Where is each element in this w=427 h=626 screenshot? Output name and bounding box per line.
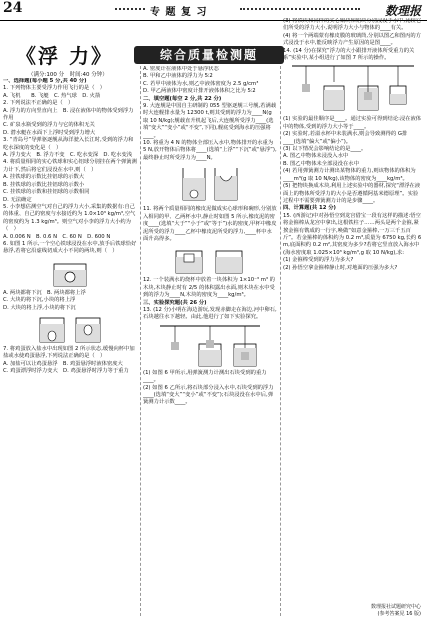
question-text: A. 0.006 N B. 0.6 N C. 60 N D. 600 N <box>3 233 111 240</box>
question-text: A. 加盐可以让鸡蛋悬浮 B. 鸡蛋悬浮时液体密度大 <box>3 360 123 367</box>
question-text: C. 若甲中液体为水,则乙中液体密度为 2.5 g/cm³ <box>143 80 259 87</box>
banner-text: 综合质量检测题 <box>159 48 258 62</box>
page-title: 《浮 力》 <box>16 44 113 68</box>
question-text: D. 无法确定 <box>3 196 32 203</box>
question-text: (4) 将一个两端蒙有橡皮膜的玻璃筒,分别以图乙和图丙的方式浸没于水中,能反映浮力产生原因的是图____。 <box>283 32 421 47</box>
question-text: 5. 小李想估测空气对自己的浮力大小,采集的数据有:自己的体重、自己的密度与水接近约为 1.0×10³ kg/m³,空气的密度约为 1.3 kg/m³。则空气对小李的浮力大小约为（ ） <box>3 203 136 233</box>
question-text: C. 大块的将下沉,小块的将上浮 <box>3 297 76 304</box>
title-banner <box>134 46 284 64</box>
question-text: 14. (14 分)在探究“浮力的大小跟排开液体所受重力的关系”实验中,某小组进行了如图 7 所示的操作。 <box>283 47 415 62</box>
footer-note <box>371 604 421 618</box>
question-text: A. 密度计在液体中处于悬浮状态 <box>143 66 219 72</box>
figure-1 <box>50 258 90 288</box>
figure-7 <box>288 64 418 114</box>
question-text: (4) 若用弹簧测力计测出某物体的重力,则该物体的体积为____m³(g 取 10 N/kg),该物体的密度为____kg/m³。 <box>283 168 416 182</box>
exam-meta: （满分:100 分 时间:40 分钟） <box>28 72 108 78</box>
question-text: (2) 实验时,若溢水杯中未装满水,则会导致测得的 G排____(选填“偏大”或“偏小”)。 <box>283 131 408 145</box>
question-text: A. 两块都将下沉 B. 两块都将上浮 <box>3 289 86 296</box>
question-text: D. 大块的将上浮,小块的将下沉 <box>3 304 76 311</box>
question-text: C. 挂铁球的示数和挂铝球的示数相同 <box>3 189 90 196</box>
figure-5 <box>175 164 245 204</box>
question-text: 4. 将质量相同的实心铁球和实心铝球分别挂在两个弹簧测力计下,然后将它们浸没在水中,则（ ） <box>3 159 137 173</box>
question-text: A. 浮力的方向竖直向上 B. 浸在液体中的物体受到浮力作用 <box>3 107 134 122</box>
question-text: (1) 如图 6 甲所示,用弹簧测力计测出石块受到的重力____。 <box>143 369 267 384</box>
question-text: B. 甲和乙中液体的浮力为 5∶2 <box>143 73 213 80</box>
question-text: C. 矿泉水瓶受到的浮力与它的体积无关 <box>3 122 95 129</box>
header-dots-left <box>115 8 145 10</box>
section-heading: 一、选择题(每小题 5 分,共 40 分) <box>3 78 87 84</box>
question-text: A. 挂铁球的示数比挂铝球的示数大 <box>3 174 85 181</box>
question-text: 2. 下列说法不正确的是（ ） <box>3 100 74 107</box>
figure-beakers <box>170 245 250 275</box>
section-heading: 三、实验探究题(共 26 分) <box>143 299 207 306</box>
page-number: 24 <box>3 0 23 16</box>
section-heading: 四、计算题(共 12 分) <box>283 205 336 212</box>
question-text: (5) 把物块换成木块,利用上述实验中的器材,探究“漂浮在液面上的物体所受浮力的大小是否遵循阿基米德原理”。实验过程中不需要弹簧测力计的是步骤____。 <box>283 183 421 204</box>
question-text: (2) 孙悟空拿金箍棒静止时,对地面的压强为多大? <box>283 264 398 271</box>
question-text: D. 潜水艇在水面下上浮时受到浮力增大 <box>3 129 96 136</box>
question-text: 13. (12 分)小明在海边游玩,发现赤脚走在海边,河中卵石,石块越往水下越轻。由此,他进行了如下实验探究。 <box>143 306 277 321</box>
question-text: D. 甲乙两液体中密度计排开液体体积之比为 5∶2 <box>143 88 256 95</box>
figure-6 <box>155 324 265 368</box>
column-3 <box>283 18 423 618</box>
footer-line: (参考答案见 16 版) <box>377 611 421 617</box>
question-text: (2) 如图 6 乙所示,将石块部分浸入水中,石块受到的浮力____(选填“变大”“变小”或“不变”);石块浸没在水中后,弹簧测力计示数____。 <box>143 384 274 406</box>
question-text: 11. 将两个质量相同的橡皮泥做成实心球形和碗形,分别放入相同的甲、乙两杯水中,静止时如图 5 所示,橡皮泥的密度____(选填“大于”“小于”或“等于”)水的密度,甲杯中橡皮泥所受的浮力____乙杯中橡皮泥所受的浮力,____杯中水面升高得多。 <box>143 206 277 242</box>
question-text: 10. 将重为 4 N 的物体全部压入水中,物体排开的水重为 5 N,放开物体后物体将____(选填“上浮”“下沉”或“悬浮”),最终静止时所受浮力为____N。 <box>143 140 277 161</box>
question-text: C. 鸡蛋漂浮时浮力变大 D. 鸡蛋悬浮时浮力等于重力 <box>3 368 129 375</box>
question-text: (1) 实验的最佳顺序是____。通过实验可得到结论:浸在液体中的物体,受到的浮力大小等于____。 <box>283 116 422 130</box>
question-text: (3) 将铁块和同样的实心铜块和铝块分别浸没于水中,比较它们所受的浮力大小,说明浮力大小与物体的____有关。 <box>283 18 421 32</box>
section-heading: 二、填空题(每空 2 分,共 22 分) <box>143 95 222 102</box>
question-text: A. 图乙中物体未浸没入水中 <box>283 153 349 160</box>
question-text: A. 飞机 B. 飞艇 C. 热气球 D. 火箭 <box>3 92 101 99</box>
question-text: 6. 如图 1 所示,一个空心铁球浸没在水中,放手后铁球恰好悬浮,若将它沿虚线切成大小不同的两块,则（ ） <box>3 240 137 255</box>
question-text: 7. 将鸡蛋放入盐水中出现如图 2 所示状态,缓慢向杯中加盐或水使鸡蛋悬浮,下列说法正确的是（ ） <box>3 345 135 360</box>
title-box <box>10 40 130 66</box>
question-text: 12. 一个装满水的烧杯中放着一块体积为 1×10⁻³ m³ 的木块,木块静止时有 2/5 的体积露出水面,则木块在水中受到的浮力为____N,木块的密度为____kg/m³。 <box>143 277 275 299</box>
brand-logo: 数理报 <box>384 4 421 18</box>
question-text: 3. “青岛号”导弹驱逐舰从海洋驶入长江时,受到的浮力和吃水深度的变化是（ ） <box>3 137 134 151</box>
question-text: (1) 金箍棒受到的浮力为多大? <box>283 257 354 264</box>
question-text: 15. (西游记)中对孙悟空到龙宫借宝一段有这样的描述:悟空将金箍棒从龙宫中拿出,这根铁柱子……两头是两个金箍,紧挨金箍有镌成的一行字,唤做“如意金箍棒,一万三千五百斤”。若金箍棒的体积约为 0.2 m³,质量为 6750 kg,长约 6 m,底面积约 0.2 m²,其密度为多少?若将它竖直放入海水中(海水密度取 1.025×10³ kg/m³,g 取 10 N/kg),求: <box>283 212 422 256</box>
question-text: 9. 大连舰是中国自主研制的 055 型驱逐舰三号舰,若满载时大连舰排水量为 12300 t,则其受到的浮力为____N(g 取 10 N/kg);舰载直升机起飞后,大连舰所受浮力____(选填“变大”“变小”或“不变”,下同),舰底受到海水的压强将____。 <box>143 103 277 139</box>
question-text: A. 浮力变大 B. 浮力不变 C. 吃水变深 D. 吃水变浅 <box>3 152 133 159</box>
column-2 <box>143 66 277 618</box>
header-dots-right <box>240 8 360 10</box>
column-divider <box>140 66 141 616</box>
question-text: B. 图乙中物体未全部浸没在水中 <box>283 160 359 167</box>
question-text: (3) 以下情况会影响结论的是____。 <box>283 146 367 153</box>
column-divider <box>280 66 281 616</box>
section-label: 专 题 复 习 <box>150 7 208 18</box>
footer-line: 数理报社试题研究中心 <box>370 604 421 610</box>
question-text: B. 挂铁球的示数比挂铝球的示数小 <box>3 181 85 188</box>
column-1 <box>3 78 137 618</box>
figure-2 <box>30 314 110 344</box>
question-text: 1. 下列物体主要受浮力作用飞行的是（ ） <box>3 85 106 92</box>
